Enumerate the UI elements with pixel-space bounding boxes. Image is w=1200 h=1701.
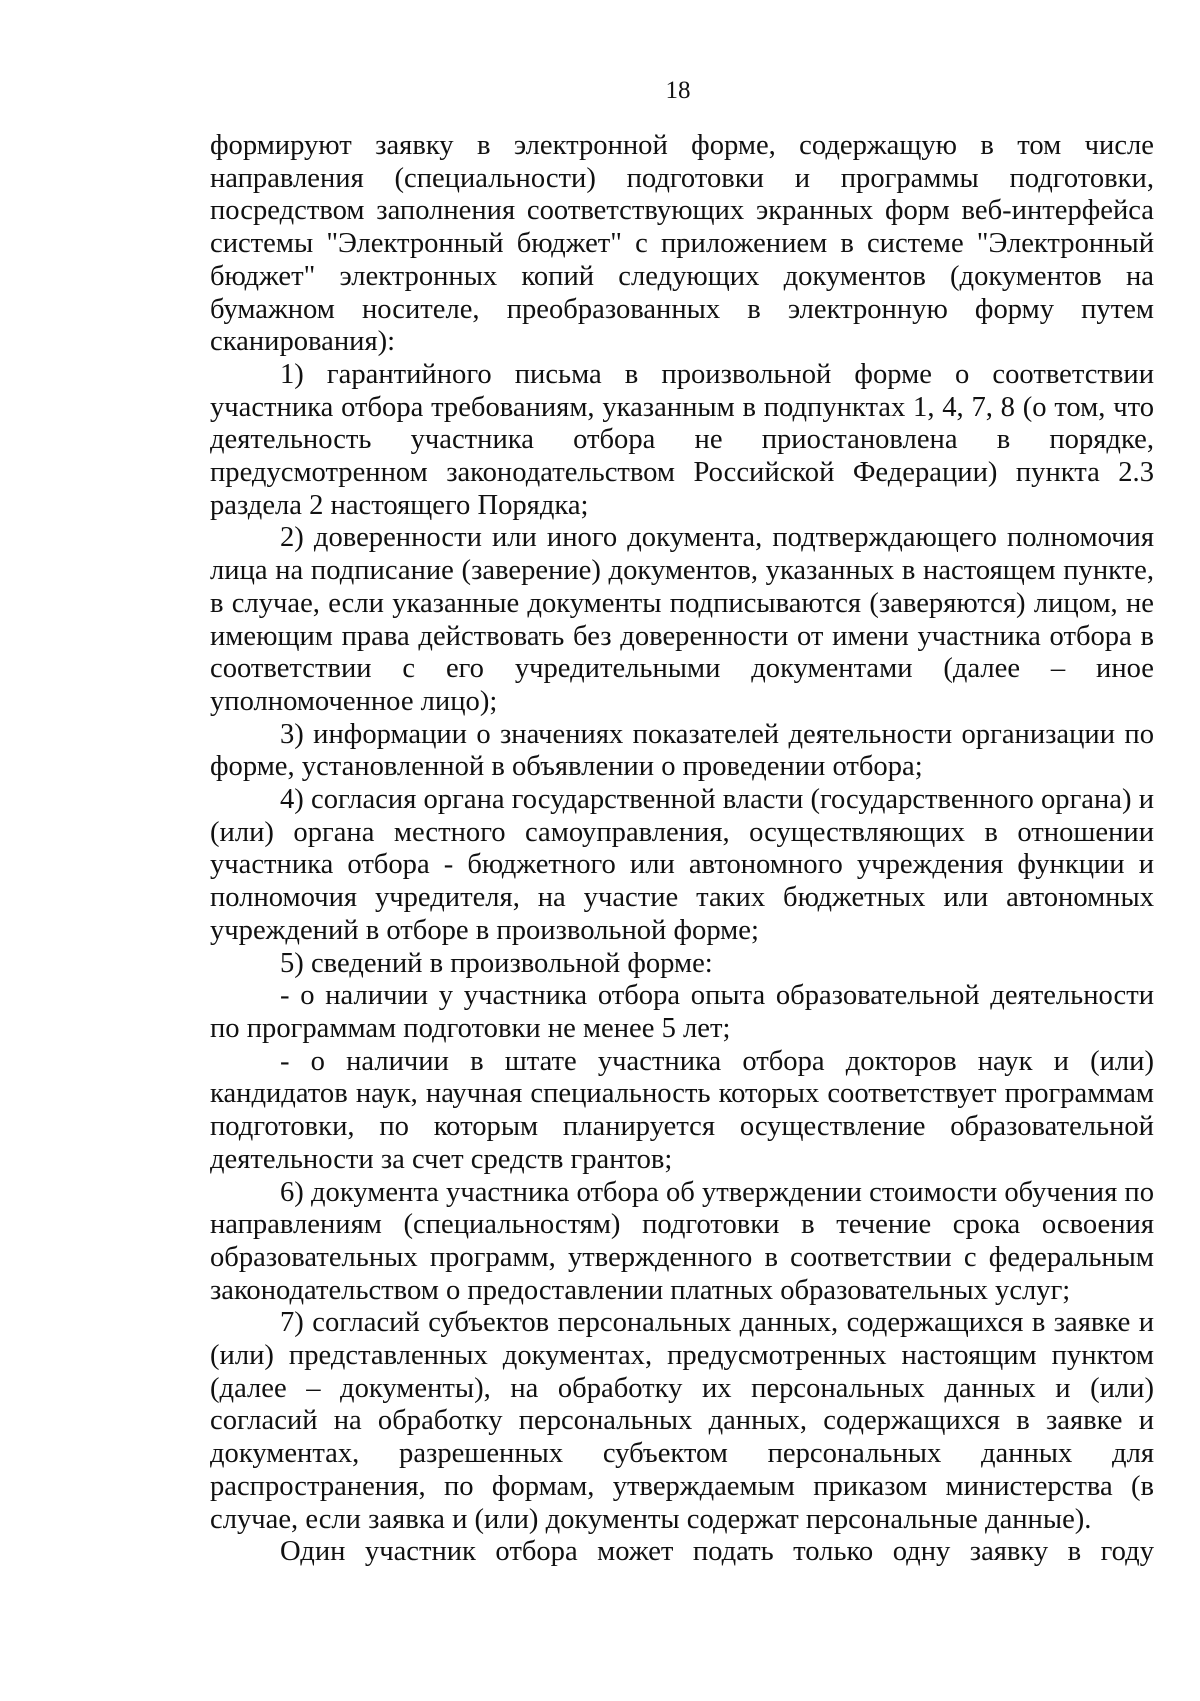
page-number: 18 [665, 77, 691, 104]
paragraph-item-5-sub-2: - о наличии в штате участника отбора докторов наук и (или) кандидатов наук, научная специальность которых соответствует программам подготовки, по которым планируется осуществление образовательной деятельности за счет средств грантов; [210, 1045, 1154, 1175]
paragraph-item-6: 6) документа участника отбора об утверждении стоимости обучения по направлениям (специальностям) подготовки в течение срока освоения образовательных программ, утвержденного в соответствии с федеральным законодательством о предоставлении платных образовательных услуг; [210, 1176, 1154, 1306]
paragraph-item-1: 1) гарантийного письма в произвольной форме о соответствии участника отбора требованиям, указанным в подпунктах 1, 4, 7, 8 (о том, что деятельность участника отбора не приостановлена в порядке, предусмотренном законодательством Российской Федерации) пункта 2.3 раздела 2 настоящего Порядка; [210, 358, 1154, 521]
paragraph-item-7: 7) согласий субъектов персональных данных, содержащихся в заявке и (или) представленных документах, предусмотренных настоящим пунктом (далее – документы), на обработку их персональных данных и (или) согласий на обработку персональных данных, содержащихся в заявке и документах, разрешенных субъектом персональных данных для распространения, по формам, утверждаемым приказом министерства (в случае, если заявка и (или) документы содержат персональные данные). [210, 1307, 1154, 1535]
paragraph-item-3: 3) информации о значениях показателей деятельности организации по форме, установленной в объявлении о проведении отбора; [210, 718, 1154, 783]
paragraph-intro: формируют заявку в электронной форме, содержащую в том числе направления (специальности) подготовки и программы подготовки, посредством заполнения соответствующих экранных форм веб-интерфейса системы "Электронный бюджет" с приложением в системе "Электронный бюджет" электронных копий следующих документов (документов на бумажном носителе, преобразованных в электронную форму путем сканирования): [210, 130, 1154, 358]
paragraph-item-5-sub-1: - о наличии у участника отбора опыта образовательной деятельности по программам подготовки не менее 5 лет; [210, 980, 1154, 1044]
paragraph-closing: Один участник отбора может подать только одну заявку в году [280, 1536, 1154, 1568]
paragraph-item-2: 2) доверенности или иного документа, подтверждающего полномочия лица на подписание (заверение) документов, указанных в настоящем пункте, в случае, если указанные документы подписываются (заверяются) лицом, не имеющим права действовать без доверенности от имени участника отбора в соответствии с его учредительными документами (далее – иное уполномоченное лицо); [210, 522, 1154, 717]
paragraph-item-5: 5) сведений в произвольной форме: [280, 947, 713, 979]
paragraph-item-4: 4) согласия органа государственной власти (государственного органа) и (или) органа местного самоуправления, осуществляющих в отношении участника отбора - бюджетного или автономного учреждения функции и полномочия учредителя, на участие таких бюджетных или автономных учреждений в отборе в произвольной форме; [210, 784, 1154, 946]
document-body [210, 130, 1154, 1569]
